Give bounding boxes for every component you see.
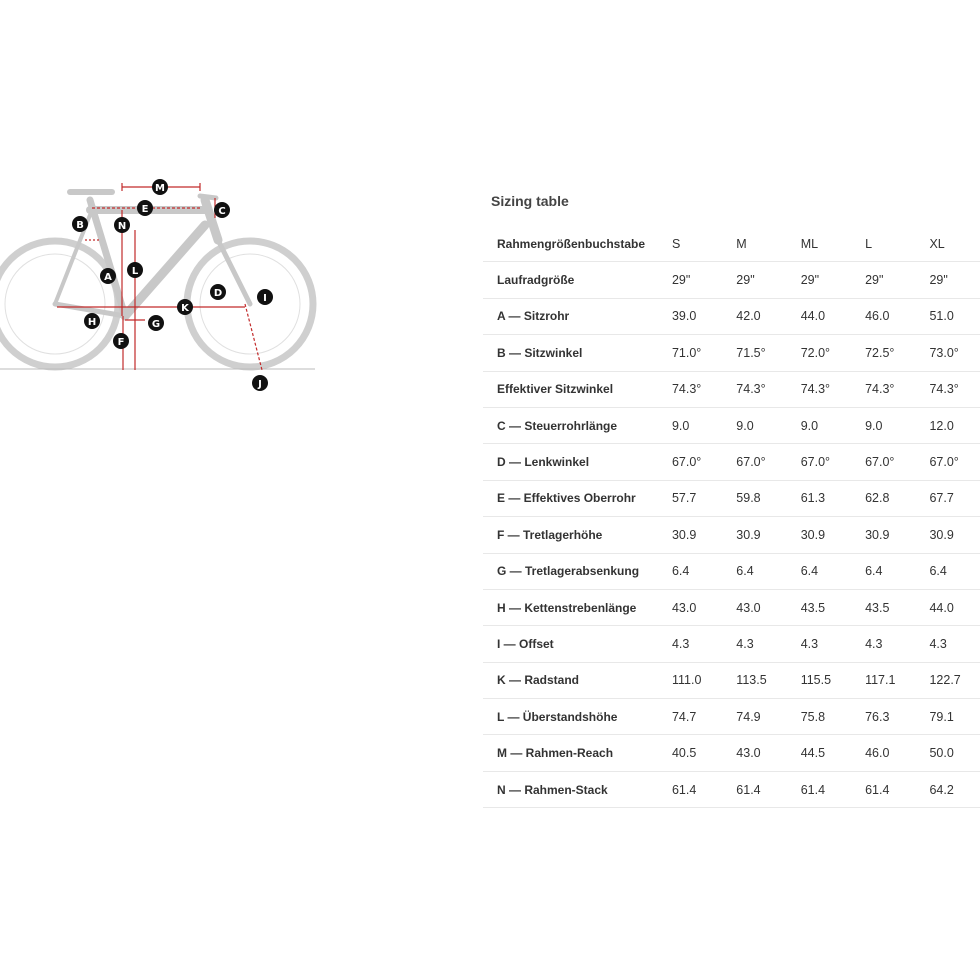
table-cell: 50.0 [915, 735, 980, 771]
header-cell: M [722, 226, 786, 262]
table-cell: 43.0 [658, 589, 722, 625]
svg-text:J: J [258, 379, 262, 390]
table-row [483, 626, 980, 662]
badge-i [257, 289, 273, 305]
header-cell: S [658, 226, 722, 262]
table-row [483, 699, 980, 735]
table-cell: 30.9 [787, 517, 851, 553]
table-cell: 30.9 [658, 517, 722, 553]
table-cell: 113.5 [722, 662, 786, 698]
svg-text:M: M [155, 183, 165, 194]
header-cell: L [851, 226, 915, 262]
table-cell: 67.0° [915, 444, 980, 480]
table-body [483, 262, 980, 808]
table-cell: 4.3 [722, 626, 786, 662]
svg-text:K: K [181, 303, 189, 314]
table-cell: 6.4 [722, 553, 786, 589]
table-cell: 9.0 [787, 407, 851, 443]
badge-n [114, 217, 130, 233]
table-cell: 29" [658, 262, 722, 298]
table-cell: 111.0 [658, 662, 722, 698]
table-cell: 67.0° [787, 444, 851, 480]
table-row [483, 371, 980, 407]
table-row [483, 589, 980, 625]
row-label: L — Überstandshöhe [483, 699, 658, 735]
table-cell: 12.0 [915, 407, 980, 443]
table-cell: 4.3 [851, 626, 915, 662]
table-cell: 117.1 [851, 662, 915, 698]
table-row [483, 335, 980, 371]
table-cell: 72.5° [851, 335, 915, 371]
badge-h [84, 313, 100, 329]
row-label: G — Tretlagerabsenkung [483, 553, 658, 589]
table-cell: 6.4 [851, 553, 915, 589]
table-cell: 64.2 [915, 771, 980, 807]
table-cell: 6.4 [787, 553, 851, 589]
table-cell: 74.7 [658, 699, 722, 735]
table-cell: 51.0 [915, 298, 980, 334]
table-cell: 30.9 [722, 517, 786, 553]
svg-text:D: D [213, 288, 223, 299]
badge-c [214, 202, 230, 218]
table-row [483, 262, 980, 298]
sizing-table [483, 226, 980, 808]
badge-g [148, 315, 164, 331]
table-cell: 6.4 [915, 553, 980, 589]
svg-text:C: C [218, 206, 226, 217]
row-label: N — Rahmen-Stack [483, 771, 658, 807]
table-cell: 74.3° [915, 371, 980, 407]
badge-b [72, 216, 88, 232]
row-label: A — Sitzrohr [483, 298, 658, 334]
row-label: Laufradgröße [483, 262, 658, 298]
row-label: I — Offset [483, 626, 658, 662]
row-label: M — Rahmen-Reach [483, 735, 658, 771]
table-cell: 44.0 [915, 589, 980, 625]
badge-m [152, 179, 168, 195]
row-label: E — Effektives Oberrohr [483, 480, 658, 516]
table-cell: 9.0 [851, 407, 915, 443]
table-cell: 4.3 [787, 626, 851, 662]
table-cell: 29" [915, 262, 980, 298]
table-cell: 44.5 [787, 735, 851, 771]
table-cell: 74.3° [722, 371, 786, 407]
table-cell: 61.4 [851, 771, 915, 807]
table-cell: 71.0° [658, 335, 722, 371]
table-cell: 40.5 [658, 735, 722, 771]
table-row [483, 480, 980, 516]
table-cell: 29" [851, 262, 915, 298]
svg-text:E: E [141, 204, 149, 215]
header-cell: ML [787, 226, 851, 262]
row-label: B — Sitzwinkel [483, 335, 658, 371]
row-label: Effektiver Sitzwinkel [483, 371, 658, 407]
table-cell: 4.3 [915, 626, 980, 662]
row-label: D — Lenkwinkel [483, 444, 658, 480]
row-label: C — Steuerrohrlänge [483, 407, 658, 443]
table-cell: 30.9 [851, 517, 915, 553]
svg-text:G: G [151, 319, 161, 330]
badge-a [100, 268, 116, 284]
badge-e [137, 200, 153, 216]
table-cell: 73.0° [915, 335, 980, 371]
table-cell: 43.5 [787, 589, 851, 625]
table-cell: 39.0 [658, 298, 722, 334]
svg-text:L: L [131, 266, 139, 277]
table-cell: 74.3° [851, 371, 915, 407]
header-cell: Rahmengrößenbuchstabe [483, 226, 658, 262]
table-cell: 43.5 [851, 589, 915, 625]
table-row [483, 298, 980, 334]
table-cell: 115.5 [787, 662, 851, 698]
badge-d [210, 284, 226, 300]
header-cell: XL [915, 226, 980, 262]
table-cell: 67.0° [851, 444, 915, 480]
svg-text:N: N [117, 221, 127, 232]
table-cell: 76.3 [851, 699, 915, 735]
table-cell: 6.4 [658, 553, 722, 589]
badge-k [177, 299, 193, 315]
table-cell: 67.0° [658, 444, 722, 480]
table-cell: 79.1 [915, 699, 980, 735]
badge-j [252, 375, 268, 391]
table-row [483, 553, 980, 589]
badge-l [127, 262, 143, 278]
table-header-row [483, 226, 980, 262]
table-cell: 9.0 [658, 407, 722, 443]
table-cell: 46.0 [851, 298, 915, 334]
table-cell: 122.7 [915, 662, 980, 698]
table-cell: 67.7 [915, 480, 980, 516]
svg-text:B: B [76, 220, 84, 231]
table-cell: 67.0° [722, 444, 786, 480]
table-cell: 29" [787, 262, 851, 298]
table-cell: 62.8 [851, 480, 915, 516]
table-cell: 75.8 [787, 699, 851, 735]
table-cell: 74.3° [787, 371, 851, 407]
table-cell: 57.7 [658, 480, 722, 516]
table-row [483, 771, 980, 807]
row-label: H — Kettenstrebenlänge [483, 589, 658, 625]
table-cell: 61.4 [722, 771, 786, 807]
table-row [483, 444, 980, 480]
table-row [483, 662, 980, 698]
table-cell: 74.9 [722, 699, 786, 735]
table-cell: 61.3 [787, 480, 851, 516]
table-cell: 9.0 [722, 407, 786, 443]
table-cell: 74.3° [658, 371, 722, 407]
table-cell: 29" [722, 262, 786, 298]
svg-text:F: F [117, 337, 125, 348]
table-cell: 43.0 [722, 735, 786, 771]
table-cell: 59.8 [722, 480, 786, 516]
table-cell: 4.3 [658, 626, 722, 662]
svg-text:H: H [87, 317, 97, 328]
measurement-badges [0, 170, 330, 410]
table-cell: 61.4 [787, 771, 851, 807]
table-cell: 61.4 [658, 771, 722, 807]
table-row [483, 407, 980, 443]
table-cell: 71.5° [722, 335, 786, 371]
badge-f [113, 333, 129, 349]
table-cell: 42.0 [722, 298, 786, 334]
table-cell: 44.0 [787, 298, 851, 334]
row-label: F — Tretlagerhöhe [483, 517, 658, 553]
table-cell: 43.0 [722, 589, 786, 625]
table-title: Sizing table [491, 193, 569, 209]
svg-text:A: A [104, 272, 112, 283]
svg-text:I: I [263, 293, 267, 304]
table-row [483, 517, 980, 553]
table-row [483, 735, 980, 771]
table-cell: 30.9 [915, 517, 980, 553]
row-label: K — Radstand [483, 662, 658, 698]
table-cell: 46.0 [851, 735, 915, 771]
table-cell: 72.0° [787, 335, 851, 371]
